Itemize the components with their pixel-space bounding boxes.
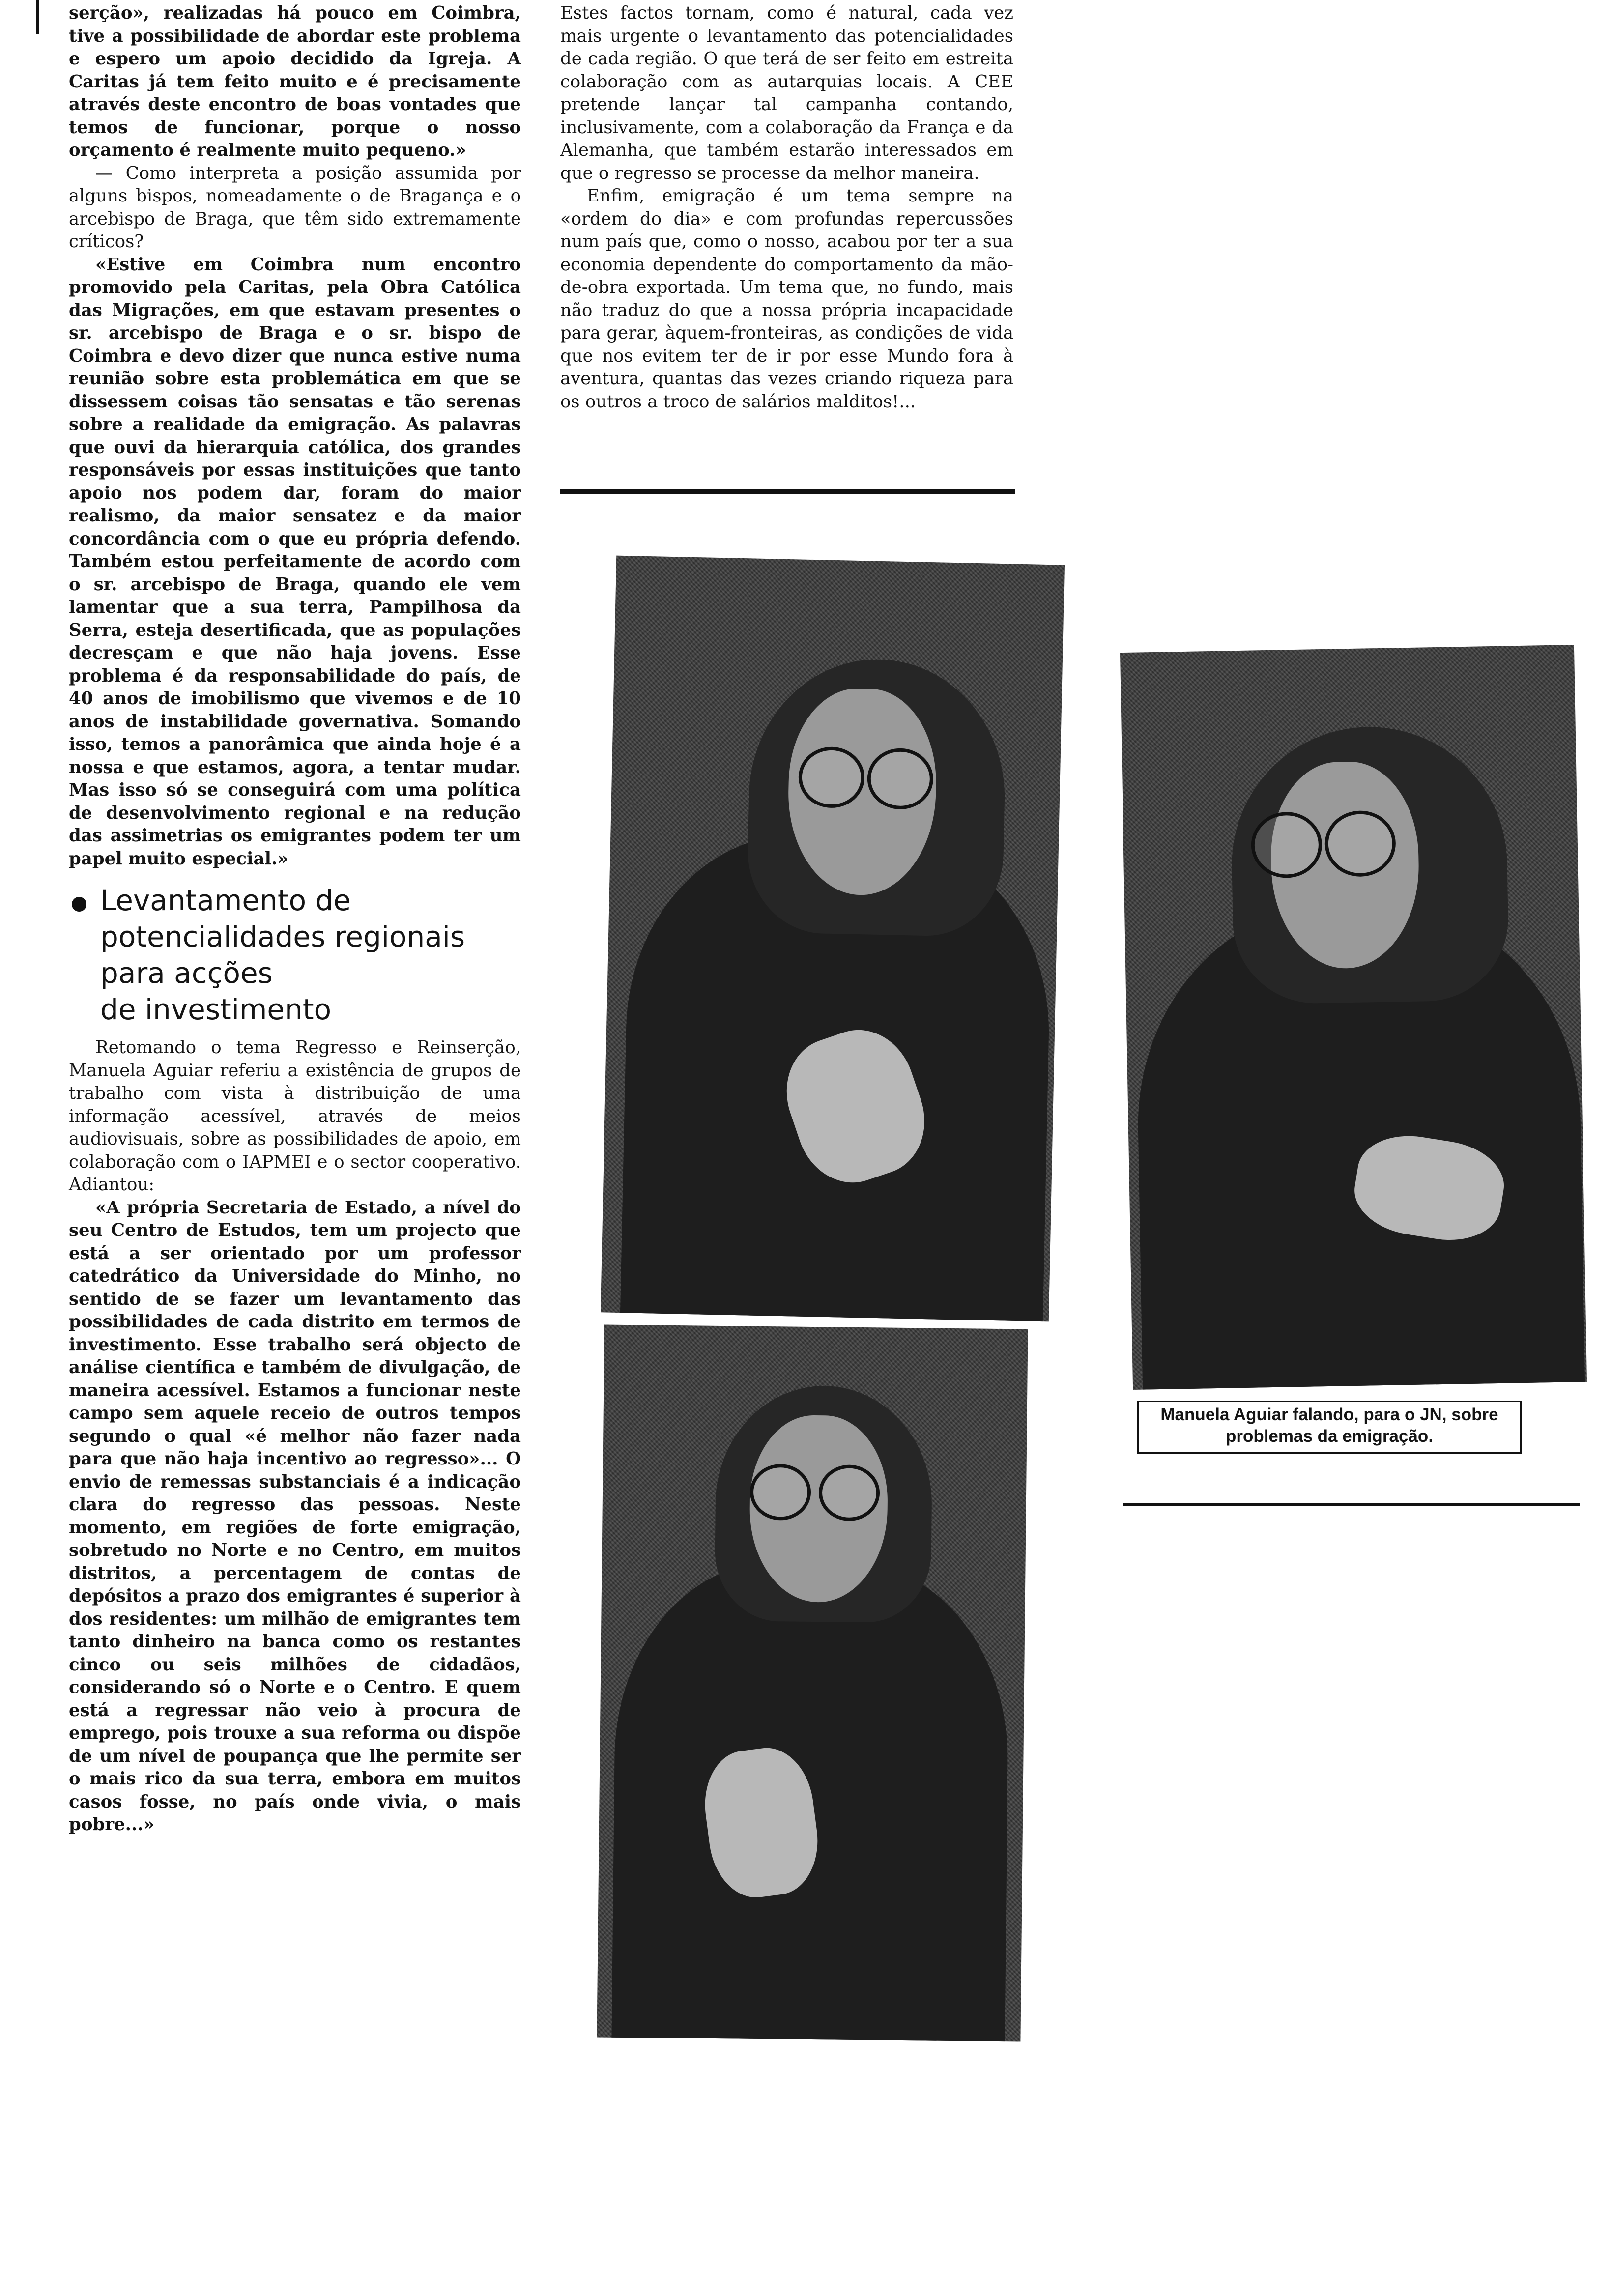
paragraph: — Como interpreta a posição assumida por alguns bispos, nomeadamente o de Bragança e o arcebispo de Braga, que têm sido extremamente críticos? — [69, 163, 521, 252]
glasses-icon — [749, 1464, 811, 1521]
photo-portrait-speaking — [1120, 645, 1587, 1390]
caption-rule — [1123, 1503, 1580, 1506]
photo-portrait-gesturing — [601, 556, 1065, 1322]
column-margin-bar — [36, 0, 39, 34]
headline-line: para acções — [100, 956, 273, 990]
photo-portrait-seated — [597, 1325, 1028, 2042]
paragraph: Enfim, emigração é um tema sempre na «ordem do dia» e com profundas repercussões num país que, como o nosso, acabou por ter a sua economia dependente do comportamento da mão-de-obra exportada. Um tema que, no fundo, mais não traduz do que a nossa própria incapacidade para gerar, àquem-fronteiras, as condições de vida que nos evitem ter de ir por esse Mundo fora à aventura, quantas das vezes criando riqueza para os outros a troco de salários malditos!... — [560, 186, 1013, 412]
headline-line: potencialidades regionais — [100, 920, 465, 953]
paragraph: serção», realizadas há pouco em Coimbra, tive a possibilidade de abordar este problema e espero um apoio decidido da Igreja. A Caritas já tem feito muito e é precisamente através deste encontro de boas vontades que temos de funcionar, porque o nosso orçamento é realmente muito pequeno.» — [69, 3, 521, 160]
photo-caption: Manuela Aguiar falando, para o JN, sobre problemas da emigração. — [1137, 1401, 1522, 1454]
section-headline — [69, 882, 521, 1028]
headline-line: Levantamento de — [100, 884, 351, 917]
column-left — [69, 2, 521, 1837]
paragraph: «Estive em Coimbra num encontro promovido pela Caritas, pela Obra Católica das Migrações, em que estavam presentes o sr. arcebispo de Braga e o sr. bispo de Coimbra e devo dizer que nunca estive numa reunião sobre esta problemática em que se dissessem coisas tão sensatas e tão serenas sobre a realidade da emigração. As palavras que ouvi da hierarquia católica, dos grandes responsáveis por essas instituições que tanto apoio nos podem dar, foram do maior realismo, da maior sensatez e da maior concordância com o que eu própria defendo. Também estou perfeitamente de acordo com o sr. arcebispo de Braga, quando ele vem lamentar que a sua terra, Pampilhosa da Serra, esteja desertificada, que as populações decresçam e que não haja jovens. Esse problema é da responsabilidade do país, de 40 anos de imobilismo que vivemos e de 10 anos de instabilidade governativa. Somando isso, temos a panorâmica que ainda hoje é a nossa e que estamos, agora, a tentar mudar. Mas isso só se conseguirá com uma política de desenvolvimento regional e na redução das assimetrias os emigrantes podem ter um papel muito especial.» — [69, 254, 521, 869]
column-right — [560, 2, 1013, 413]
paragraph: Estes factos tornam, como é natural, cada vez mais urgente o levantamento das potencialidades de cada região. O que terá de ser feito em estreita colaboração com as autarquias locais. A CEE pretende lançar tal campanha contando, inclusivamente, com a colaboração da França e da Alemanha, que também estarão interessados em que o regresso se processe da melhor maneira. — [560, 3, 1013, 183]
column-end-rule — [560, 489, 1015, 494]
paragraph: «A própria Secretaria de Estado, a nível do seu Centro de Estudos, tem um projecto que está a ser orientado por um professor catedrático da Universidade do Minho, no sentido de se fazer um levantamento das possibilidades de cada distrito em termos de investimento. Esse trabalho será objecto de análise científica e também de divulgação, de maneira acessível. Estamos a funcionar neste campo sem aquele receio de outros tempos segundo o qual «é melhor não fazer nada para que não haja incentivo ao regresso»... O envio de remessas substanciais é a indicação clara do regresso das pessoas. Neste momento, em regiões de forte emigração, sobretudo no Norte e no Centro, em muitos distritos, a percentagem de contas de depósitos a prazo dos emigrantes é superior à dos residentes: um milhão de emigrantes tem tanto dinheiro na banca como os restantes cinco ou seis milhões de cidadãos, considerando só o Norte e o Centro. E quem está a regressar não veio à procura de emprego, pois trouxe a sua reforma ou dispõe de um nível de poupança que lhe permite ser o mais rico da sua terra, embora em muitos casos fosse, no país onde vivia, o mais pobre...» — [69, 1197, 521, 1835]
bullet-icon — [72, 897, 86, 912]
glasses-icon — [818, 1464, 880, 1521]
paragraph: Retomando o tema Regresso e Reinserção, Manuela Aguiar referiu a existência de grupos de trabalho com vista à distribuição de uma informação acessível, através de meios audiovisuais, sobre as possibilidades de apoio, em colaboração com o IAPMEI e o sector cooperativo. Adiantou: — [69, 1037, 521, 1195]
headline-line: de investimento — [100, 993, 332, 1026]
